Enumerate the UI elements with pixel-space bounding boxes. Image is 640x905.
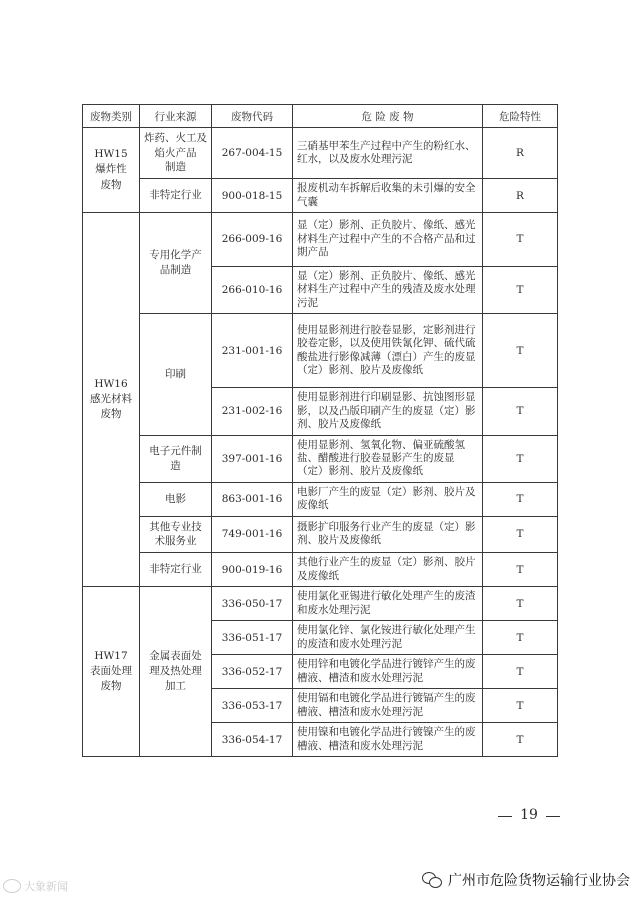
- hazardous-waste-cell: 显（定）影剂、正负胶片、像纸、感光材料生产过程中产生的残渣及废水处理污泥: [293, 266, 483, 313]
- industry-source-cell: [140, 587, 212, 757]
- table-row: [83, 435, 558, 482]
- waste-category-line: 表面处理: [90, 664, 132, 677]
- waste-category-cell: [83, 128, 140, 213]
- waste-code-cell: 336-053-17: [212, 689, 293, 723]
- header-waste-code: 废物代码: [212, 105, 293, 128]
- industry-source-cell: [140, 553, 212, 587]
- hazard-property-cell: T: [483, 435, 558, 482]
- table-row: [83, 516, 558, 552]
- industry-source-cell: [140, 128, 212, 179]
- page-number: 19: [498, 807, 560, 823]
- industry-source-line: 术服务业: [154, 535, 197, 548]
- waste-category-line: HW16: [94, 377, 128, 390]
- hazardous-waste-cell: 电影厂产生的废显（定）影剂、胶片及废像纸: [293, 482, 483, 516]
- watermark-logo-icon: [3, 879, 21, 893]
- hazard-property-cell: R: [483, 179, 558, 213]
- hazard-property-cell: T: [483, 314, 558, 388]
- hazard-property-cell: T: [483, 516, 558, 552]
- header-hazard-property: 危险特性: [483, 105, 558, 128]
- waste-code-cell: 266-010-16: [212, 266, 293, 313]
- hazardous-waste-cell: 其他行业产生的废显（定）影剂、胶片及废像纸: [293, 553, 483, 587]
- industry-source-line: 电子元件制: [149, 445, 202, 458]
- waste-category-cell: [83, 587, 140, 757]
- hazardous-waste-cell: 使用显影剂、氢氧化物、偏亚硫酸氢盐、醋酸进行胶卷显影产生的废显（定）影剂、胶片及废像纸: [293, 435, 483, 482]
- watermark-text: 大象新闻: [24, 880, 68, 893]
- industry-source-line: 品制造: [159, 264, 192, 277]
- industry-source-line: 印刷: [165, 368, 186, 381]
- waste-code-cell: 749-001-16: [212, 516, 293, 552]
- waste-code-cell: 336-052-17: [212, 655, 293, 689]
- hazard-property-cell: T: [483, 553, 558, 587]
- industry-source-line: 制造: [165, 161, 186, 174]
- waste-code-cell: 266-009-16: [212, 212, 293, 266]
- industry-source-line: 专用化学产: [149, 249, 202, 262]
- header-hazardous-waste: 危 险 废 物: [293, 105, 483, 128]
- hazardous-waste-cell: 使用氯化锌、氯化铵进行敏化处理产生的废渣和废水处理污泥: [293, 621, 483, 655]
- hazard-property-cell: T: [483, 212, 558, 266]
- hazardous-waste-cell: 使用镍和电镀化学品进行镀镍产生的废槽液、槽渣和废水处理污泥: [293, 723, 483, 757]
- waste-code-cell: 863-001-16: [212, 482, 293, 516]
- industry-source-line: 理及热处理: [149, 665, 202, 678]
- footer-organization: [422, 870, 630, 890]
- industry-source-line: 金属表面处: [149, 650, 202, 663]
- industry-source-cell: [140, 179, 212, 213]
- waste-code-cell: 336-050-17: [212, 587, 293, 621]
- table-row: [83, 212, 558, 266]
- hazard-property-cell: R: [483, 128, 558, 179]
- hazardous-waste-cell: 使用镉和电镀化学品进行镀镉产生的废槽液、槽渣和废水处理污泥: [293, 689, 483, 723]
- hazardous-waste-cell: 报废机动车拆解后收集的未引爆的安全气囊: [293, 179, 483, 213]
- industry-source-line: 焰火产品: [154, 146, 197, 159]
- industry-source-line: 炸药、火工及: [144, 132, 207, 144]
- hazard-property-cell: T: [483, 388, 558, 435]
- hazard-property-cell: T: [483, 266, 558, 313]
- table-row: [83, 587, 558, 621]
- hazard-property-cell: T: [483, 482, 558, 516]
- industry-source-line: 加工: [165, 679, 186, 692]
- hazardous-waste-cell: 使用显影剂进行印刷显影、抗蚀图形显影，以及凸版印刷产生的废显（定）影剂、胶片及废像纸: [293, 388, 483, 435]
- waste-code-cell: 267-004-15: [212, 128, 293, 179]
- waste-category-line: HW15: [94, 148, 128, 161]
- industry-source-line: 其他专业技: [149, 520, 202, 533]
- waste-category-line: 废物: [100, 680, 122, 693]
- industry-source-cell: [140, 482, 212, 516]
- waste-code-cell: 900-019-16: [212, 553, 293, 587]
- hazard-property-cell: T: [483, 655, 558, 689]
- table-row: [83, 482, 558, 516]
- industry-source-line: 非特定行业: [149, 189, 202, 202]
- hazardous-waste-cell: 使用显影剂进行胶卷显影，定影剂进行胶卷定影，以及使用铁氰化钾、硫代硫酸盐进行影像减薄（漂白）产生的废显（定）影剂、胶片及废像纸: [293, 314, 483, 388]
- waste-code-cell: 900-018-15: [212, 179, 293, 213]
- waste-code-cell: 336-051-17: [212, 621, 293, 655]
- industry-source-cell: [140, 314, 212, 435]
- hazardous-waste-table: [82, 104, 558, 757]
- hazard-property-cell: T: [483, 621, 558, 655]
- waste-code-cell: 231-001-16: [212, 314, 293, 388]
- waste-category-line: 废物: [100, 408, 122, 421]
- hazard-property-cell: T: [483, 689, 558, 723]
- hazardous-waste-cell: 三硝基甲苯生产过程中产生的粉红水、红水，以及废水处理污泥: [293, 128, 483, 179]
- waste-category-line: 废物: [100, 178, 122, 191]
- waste-category-line: HW17: [94, 649, 128, 662]
- industry-source-cell: [140, 435, 212, 482]
- waste-code-cell: 336-054-17: [212, 723, 293, 757]
- hazardous-waste-cell: 使用锌和电镀化学品进行镀锌产生的废槽液、槽渣和废水处理污泥: [293, 655, 483, 689]
- hazard-property-cell: T: [483, 723, 558, 757]
- hazardous-waste-cell: 使用氯化亚锡进行敏化处理产生的废渣和废水处理污泥: [293, 587, 483, 621]
- waste-category-line: 感光材料: [90, 392, 132, 405]
- table-row: [83, 179, 558, 213]
- hazardous-waste-cell: 显（定）影剂、正负胶片、像纸、感光材料生产过程中产生的不合格产品和过期产品: [293, 212, 483, 266]
- table-row: [83, 128, 558, 179]
- hazard-property-cell: T: [483, 587, 558, 621]
- industry-source-line: 非特定行业: [149, 563, 202, 576]
- hazardous-waste-cell: 摄影扩印服务行业产生的废显（定）影剂、胶片及废像纸: [293, 516, 483, 552]
- industry-source-cell: [140, 516, 212, 552]
- waste-code-cell: 397-001-16: [212, 435, 293, 482]
- industry-source-line: 电影: [165, 492, 186, 505]
- table-row: [83, 553, 558, 587]
- watermark: [3, 878, 68, 894]
- header-industry-source: 行业来源: [140, 105, 212, 128]
- waste-code-cell: 231-002-16: [212, 388, 293, 435]
- waste-category-line: 爆炸性: [95, 163, 127, 176]
- table-row: [83, 314, 558, 388]
- organization-name: 广州市危险货物运输行业协会: [448, 873, 630, 889]
- waste-category-cell: [83, 212, 140, 586]
- wechat-icon: [422, 872, 442, 888]
- industry-source-cell: [140, 212, 212, 313]
- header-waste-category: 废物类别: [83, 105, 140, 128]
- table-header-row: [83, 105, 558, 128]
- industry-source-line: 造: [170, 459, 181, 472]
